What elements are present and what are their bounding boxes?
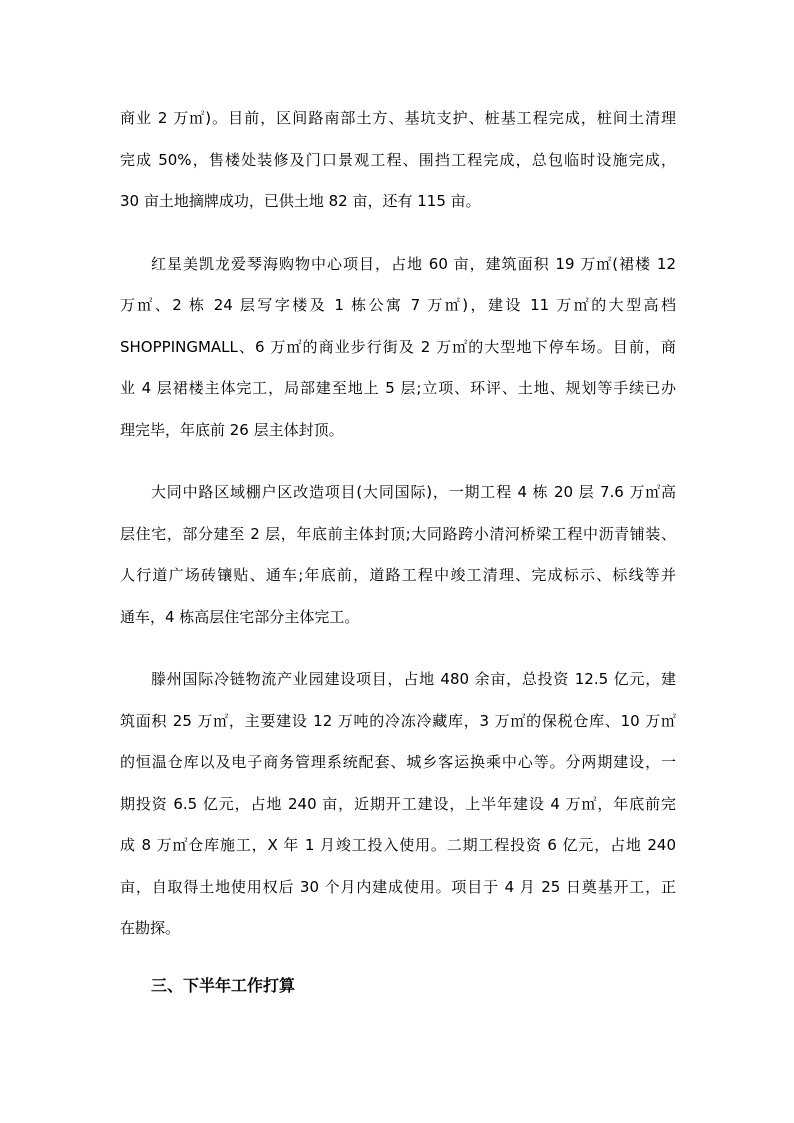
- paragraph-4-line-7: 在勘探。: [120, 919, 181, 937]
- paragraph-1-line-2: 完成 50%，售楼处装修及门口景观工程、围挡工程完成，总包临时设施完成，: [120, 151, 676, 169]
- paragraph-3-line-3: 人行道广场砖镶贴、通车;年底前，道路工程中竣工清理、完成标示、标线等并: [120, 566, 676, 584]
- paragraph-1-line-1: 商业 2 万㎡)。目前，区间路南部土方、基坑支护、桩基工程完成，桩间土清理: [120, 109, 676, 127]
- paragraph-2-line-2: 万㎡、2 栋 24 层写字楼及 1 栋公寓 7 万㎡)，建设 11 万㎡的大型高档: [120, 296, 676, 314]
- paragraph-4-line-2: 筑面积 25 万㎡，主要建设 12 万吨的冷冻冷藏库，3 万㎡的保税仓库、10 万㎡: [120, 712, 676, 730]
- paragraph-3-line-4: 通车，4 栋高层住宅部分主体完工。: [120, 608, 360, 626]
- paragraph-2-line-3: SHOPPINGMALL、6 万㎡的商业步行街及 2 万㎡的大型地下停车场。目前，商: [120, 338, 676, 356]
- paragraph-4-line-4: 期投资 6.5 亿元，占地 240 亩，近期开工建设，上半年建设 4 万㎡，年底前完: [120, 795, 676, 813]
- paragraph-4-line-3: 的恒温仓库以及电子商务管理系统配套、城乡客运换乘中心等。分两期建设，一: [120, 753, 676, 771]
- paragraph-4-line-5: 成 8 万㎡仓库施工，X 年 1 月竣工投入使用。二期工程投资 6 亿元，占地 240: [120, 836, 676, 854]
- section-heading: 三、下半年工作打算: [151, 976, 296, 995]
- paragraph-3-line-1: 大同中路区域棚户区改造项目(大同国际)，一期工程 4 栋 20 层 7.6 万㎡高: [151, 483, 676, 501]
- paragraph-2-line-1: 红星美凯龙爱琴海购物中心项目，占地 60 亩，建筑面积 19 万㎡(裙楼 12: [151, 255, 676, 273]
- paragraph-1-line-3: 30 亩土地摘牌成功，已供土地 82 亩，还有 115 亩。: [120, 192, 481, 210]
- paragraph-4-line-1: 滕州国际冷链物流产业园建设项目，占地 480 余亩，总投资 12.5 亿元，建: [151, 670, 676, 688]
- paragraph-2-line-4: 业 4 层裙楼主体完工，局部建至地上 5 层;立项、环评、土地、规划等手续已办: [120, 379, 676, 397]
- paragraph-2-line-5: 理完毕，年底前 26 层主体封顶。: [120, 421, 344, 439]
- paragraph-3-line-2: 层住宅，部分建至 2 层，年底前主体封顶;大同路跨小清河桥梁工程中沥青铺装、: [120, 525, 676, 543]
- paragraph-4-line-6: 亩，自取得土地使用权后 30 个月内建成使用。项目于 4 月 25 日奠基开工，正: [120, 878, 676, 896]
